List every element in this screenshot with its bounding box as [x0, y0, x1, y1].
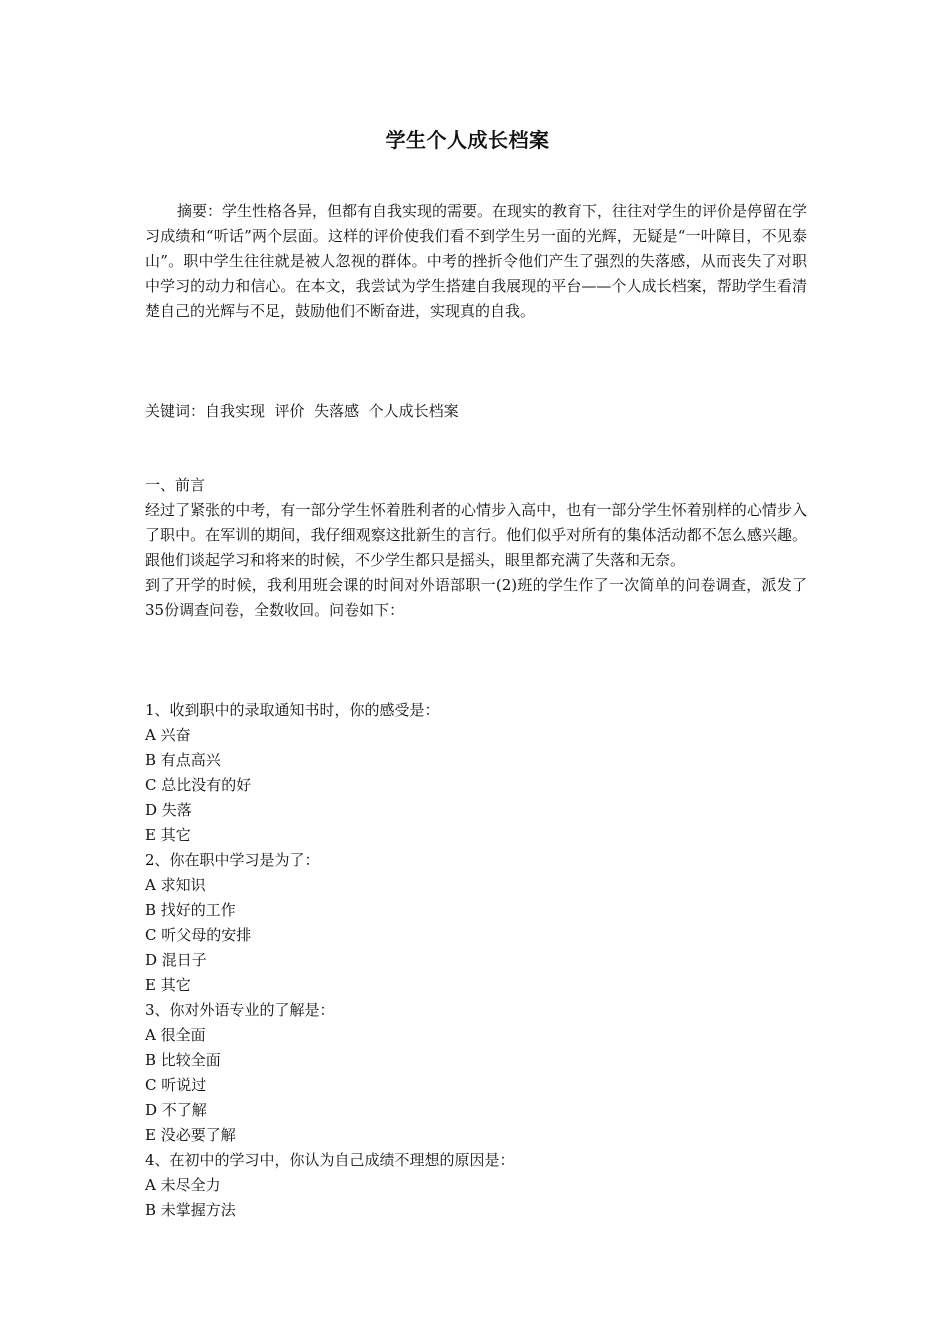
- section-heading: 一、前言: [145, 476, 206, 494]
- survey-option: A 兴奋: [145, 726, 191, 744]
- survey-question: 1、收到职中的录取通知书时，你的感受是：: [145, 701, 440, 719]
- survey-option: C 听父母的安排: [145, 926, 252, 944]
- survey-question: 3、你对外语专业的了解是：: [145, 1001, 335, 1019]
- survey-option: B 比较全面: [145, 1051, 221, 1069]
- survey-question: 4、在初中的学习中，你认为自己成绩不理想的原因是：: [145, 1151, 515, 1169]
- survey-option: C 听说过: [145, 1076, 207, 1094]
- survey-option: B 找好的工作: [145, 901, 236, 919]
- intro-paragraph: 经过了紧张的中考，有一部分学生怀着胜利者的心情步入高中，也有一部分学生怀着别样的心情步入了职中。在军训的期间，我仔细观察这批新生的言行。他们似乎对所有的集体活动都不怎么感兴趣。跟他们谈起学习和将来的时候，不少学生都只是摇头，眼里都充满了失落和无奈。: [145, 501, 807, 569]
- intro-paragraph: 到了开学的时候，我利用班会课的时间对外语部职一(2)班的学生作了一次简单的问卷调查，派发了35份调查问卷，全数收回。问卷如下：: [145, 576, 807, 619]
- survey-option: C 总比没有的好: [145, 776, 252, 794]
- survey-option: D 失落: [145, 801, 192, 819]
- survey-option: E 没必要了解: [145, 1126, 236, 1144]
- survey-question: 2、你在职中学习是为了：: [145, 851, 320, 869]
- survey-option: D 不了解: [145, 1101, 207, 1119]
- survey-list: [145, 698, 807, 1223]
- document-title: 学生个人成长档案: [385, 128, 550, 152]
- survey-option: A 很全面: [145, 1026, 206, 1044]
- survey-option: E 其它: [145, 976, 191, 994]
- survey-option: A 未尽全力: [145, 1176, 221, 1194]
- keywords-line: 关键词：自我实现 评价 失落感 个人成长档案: [145, 402, 459, 420]
- survey-option: A 求知识: [145, 876, 206, 894]
- survey-option: B 未掌握方法: [145, 1201, 236, 1219]
- abstract-paragraph: 摘要：学生性格各异，但都有自我实现的需要。在现实的教育下，往往对学生的评价是停留在学习成绩和“听话”两个层面。这样的评价使我们看不到学生另一面的光辉，无疑是“一叶障目，不见泰山”。职中学生往往就是被人忽视的群体。中考的挫折令他们产生了强烈的失落感，从而丧失了对职中学习的动力和信心。在本文，我尝试为学生搭建自我展现的平台——个人成长档案，帮助学生看清楚自己的光辉与不足，鼓励他们不断奋进，实现真的自我。: [145, 202, 808, 320]
- intro-section: [145, 473, 807, 623]
- survey-option: E 其它: [145, 826, 191, 844]
- survey-option: D 混日子: [145, 951, 207, 969]
- survey-option: B 有点高兴: [145, 751, 221, 769]
